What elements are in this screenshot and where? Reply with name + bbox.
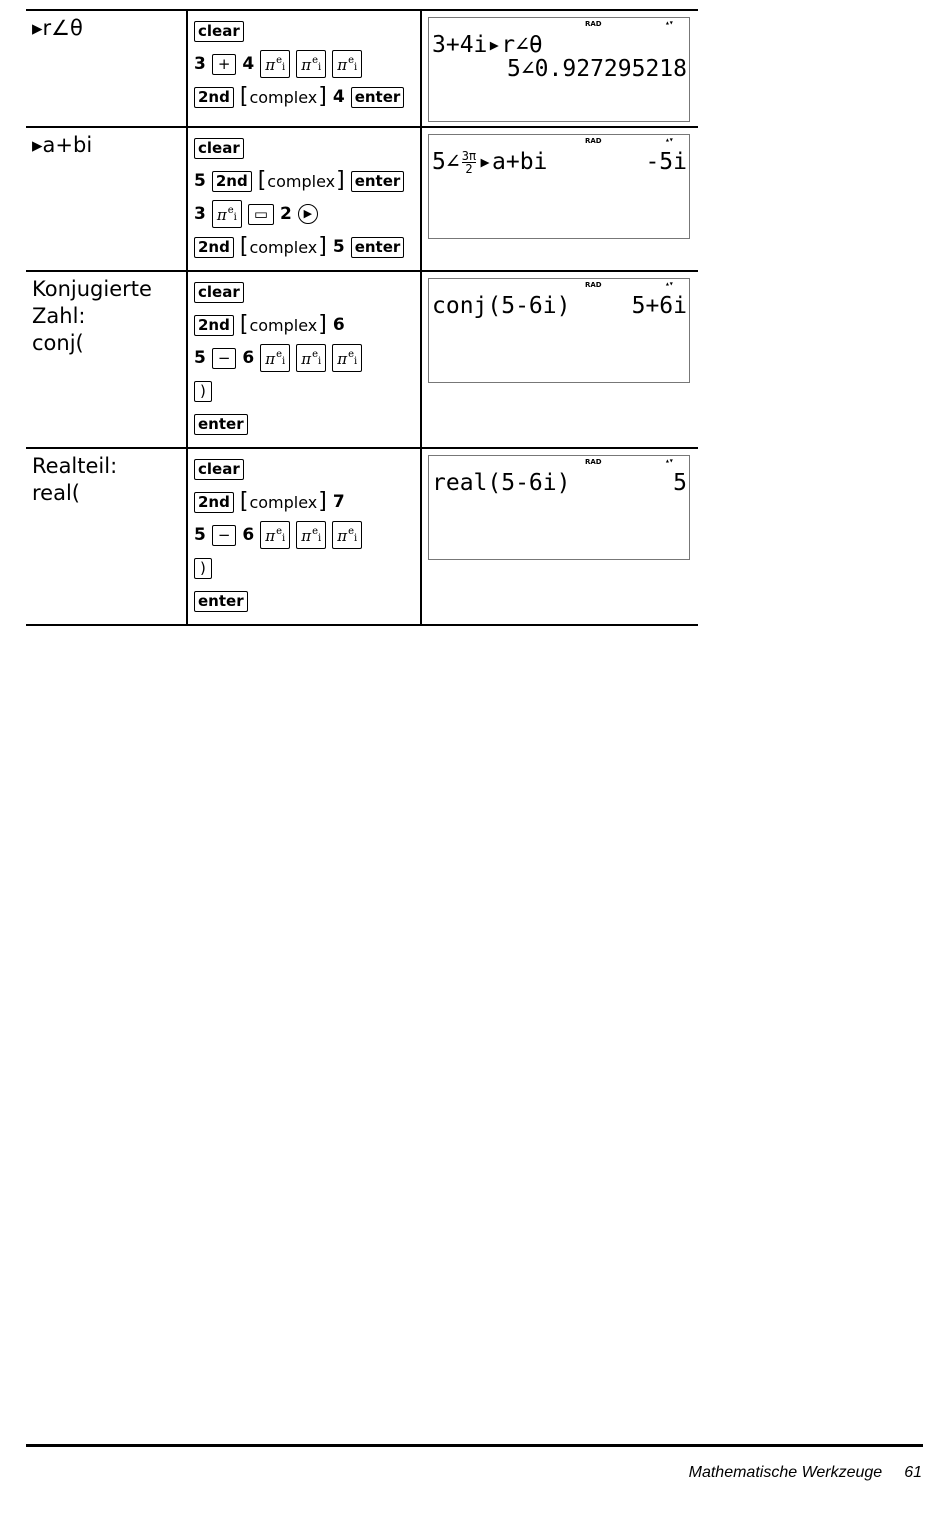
- pi-key-main: π: [337, 350, 348, 368]
- screen-cell: [422, 11, 698, 126]
- calculator-key: ▭: [248, 204, 274, 225]
- second-function-label: [ complex ]: [258, 171, 345, 192]
- screen-output: -5i: [645, 149, 687, 175]
- calculator-key: +: [212, 54, 237, 75]
- pi-key-main: π: [265, 527, 276, 545]
- keystroke-line: [194, 344, 420, 372]
- second-function-label: [ complex ]: [240, 237, 327, 258]
- scroll-arrows-icon: ▴▾: [665, 135, 673, 144]
- table-row: [26, 9, 698, 126]
- function-label-cell: [26, 128, 186, 270]
- pi-key: [212, 200, 242, 228]
- angle-mode-indicator: RAD: [585, 458, 602, 466]
- table-row: [26, 270, 698, 447]
- pi-key-sub: i: [282, 62, 286, 73]
- pi-key-sup: e: [312, 526, 319, 537]
- digit-key: 5: [194, 171, 206, 191]
- key-sequence-table: [26, 9, 698, 626]
- digit-key: 6: [242, 525, 255, 545]
- keystroke-line: [194, 17, 420, 45]
- scroll-arrows-icon: ▴▾: [665, 456, 673, 465]
- screen-output: 5: [673, 470, 687, 496]
- scroll-arrows-icon: ▴▾: [665, 279, 673, 288]
- pi-key-sup: e: [276, 526, 283, 537]
- table-row: [26, 126, 698, 270]
- calculator-key: ): [194, 558, 212, 579]
- function-label-cell: [26, 272, 186, 447]
- screen-output-line2: 5∠0.927295218: [506, 56, 687, 82]
- pi-key-sup: e: [348, 55, 355, 66]
- pi-key: [332, 344, 362, 372]
- keystroke-cell: [186, 128, 422, 270]
- pi-key: [296, 521, 326, 549]
- screen-input: [432, 149, 547, 175]
- keystroke-line: [194, 554, 420, 582]
- pi-key: [260, 344, 290, 372]
- pi-key-main: π: [265, 350, 276, 368]
- pi-key-main: π: [301, 56, 312, 74]
- pi-key-sub: i: [233, 212, 237, 223]
- digit-key: 3: [194, 54, 206, 74]
- calculator-key: enter: [351, 171, 405, 192]
- keystroke-cell: [186, 272, 422, 447]
- pi-key-main: π: [265, 56, 276, 74]
- screen-input: 3+4i▸r∠θ: [432, 32, 543, 58]
- keystroke-line: [194, 50, 420, 78]
- digit-key: 7: [332, 492, 345, 512]
- keystroke-line: [194, 521, 420, 549]
- function-label: Zahl:: [32, 304, 86, 328]
- keystroke-line: [194, 488, 420, 516]
- pi-key: [260, 521, 290, 549]
- pi-key: [296, 344, 326, 372]
- pi-key-sup: e: [348, 349, 355, 360]
- pi-key-sup: e: [312, 55, 319, 66]
- pi-key-sup: e: [227, 205, 234, 216]
- function-label-cell: [26, 449, 186, 624]
- footer-rule: [26, 1444, 923, 1447]
- pi-key: [260, 50, 290, 78]
- keystroke-line: [194, 278, 420, 306]
- keystroke-line: [194, 167, 420, 195]
- screen-cell: [422, 449, 698, 624]
- angle-mode-indicator: RAD: [585, 20, 602, 28]
- keystroke-cell: [186, 449, 422, 624]
- keystroke-line: [194, 134, 420, 162]
- digit-key: 5: [332, 237, 345, 257]
- page-footer: [689, 1464, 922, 1482]
- pi-key: [332, 521, 362, 549]
- pi-key-sub: i: [318, 62, 322, 73]
- function-label: real(: [32, 481, 80, 505]
- calculator-key: −: [212, 348, 237, 369]
- screen-input: real(5-6i): [432, 470, 571, 496]
- digit-key: 5: [194, 525, 206, 545]
- function-label: ▸a+bi: [32, 133, 93, 157]
- pi-key-main: π: [216, 206, 227, 224]
- keystroke-line: [194, 410, 420, 438]
- fraction: [462, 150, 476, 175]
- pi-key-sub: i: [354, 356, 358, 367]
- calculator-key: ): [194, 381, 212, 402]
- function-label-cell: [26, 11, 186, 126]
- footer-title: Mathematische Werkzeuge: [688, 1464, 883, 1481]
- screen-output: 5+6i: [631, 293, 687, 319]
- keystroke-line: [194, 587, 420, 615]
- calculator-key: 2nd: [194, 315, 234, 336]
- fraction-denominator: 2: [465, 162, 473, 176]
- calculator-screen: [428, 17, 690, 122]
- function-label: Realteil:: [32, 454, 118, 478]
- calculator-screen: [428, 134, 690, 239]
- pi-key-sub: i: [318, 356, 322, 367]
- screen-input-post: ▸a+bi: [478, 149, 548, 175]
- arrow-right-icon: ▶: [298, 204, 318, 224]
- pi-key-main: π: [337, 56, 348, 74]
- calculator-key: 2nd: [212, 171, 252, 192]
- calculator-key: enter: [194, 591, 248, 612]
- screen-cell: [422, 272, 698, 447]
- calculator-key: 2nd: [194, 237, 234, 258]
- pi-key-sup: e: [312, 349, 319, 360]
- digit-key: 3: [194, 204, 206, 224]
- scroll-arrows-icon: ▴▾: [665, 18, 673, 27]
- keystroke-line: [194, 233, 420, 261]
- pi-key-main: π: [301, 350, 312, 368]
- calculator-key: enter: [351, 87, 405, 108]
- digit-key: 4: [332, 87, 345, 107]
- second-function-label: [ complex ]: [240, 87, 327, 108]
- page-number: 61: [904, 1464, 922, 1481]
- pi-key-sup: e: [276, 349, 283, 360]
- digit-key: 4: [242, 54, 255, 74]
- pi-key-sub: i: [354, 62, 358, 73]
- keystroke-line: [194, 377, 420, 405]
- screen-input-pre: 5∠: [432, 149, 460, 175]
- angle-mode-indicator: RAD: [585, 281, 602, 289]
- function-label: ▸r∠θ: [32, 16, 83, 40]
- pi-key-sup: e: [276, 55, 283, 66]
- digit-key: 6: [242, 348, 255, 368]
- angle-mode-indicator: RAD: [585, 137, 602, 145]
- keystroke-line: [194, 83, 420, 111]
- digit-key: 6: [332, 315, 345, 335]
- calculator-key: clear: [194, 21, 244, 42]
- digit-key: 2: [280, 204, 292, 224]
- pi-key-main: π: [301, 527, 312, 545]
- pi-key: [296, 50, 326, 78]
- pi-key: [332, 50, 362, 78]
- keystroke-line: [194, 311, 420, 339]
- screen-input: conj(5-6i): [432, 293, 571, 319]
- calculator-key: −: [212, 525, 237, 546]
- screen-cell: [422, 128, 698, 270]
- keystroke-cell: [186, 11, 422, 126]
- calculator-key: 2nd: [194, 492, 234, 513]
- pi-key-sub: i: [282, 356, 286, 367]
- digit-key: 5: [194, 348, 206, 368]
- calculator-screen: [428, 278, 690, 383]
- calculator-key: enter: [351, 237, 405, 258]
- calculator-key: clear: [194, 459, 244, 480]
- calculator-key: 2nd: [194, 87, 234, 108]
- pi-key-sup: e: [348, 526, 355, 537]
- second-function-label: [ complex ]: [240, 492, 327, 513]
- fraction-numerator: 3π: [461, 149, 477, 163]
- pi-key-sub: i: [354, 533, 358, 544]
- function-label: conj(: [32, 331, 84, 355]
- keystroke-line: [194, 455, 420, 483]
- calculator-key: enter: [194, 414, 248, 435]
- second-function-label: [ complex ]: [240, 315, 327, 336]
- pi-key-sub: i: [318, 533, 322, 544]
- pi-key-sub: i: [282, 533, 286, 544]
- table-row: [26, 447, 698, 626]
- calculator-key: clear: [194, 138, 244, 159]
- pi-key-main: π: [337, 527, 348, 545]
- calculator-screen: [428, 455, 690, 560]
- keystroke-line: [194, 200, 420, 228]
- function-label: Konjugierte: [32, 277, 152, 301]
- calculator-key: clear: [194, 282, 244, 303]
